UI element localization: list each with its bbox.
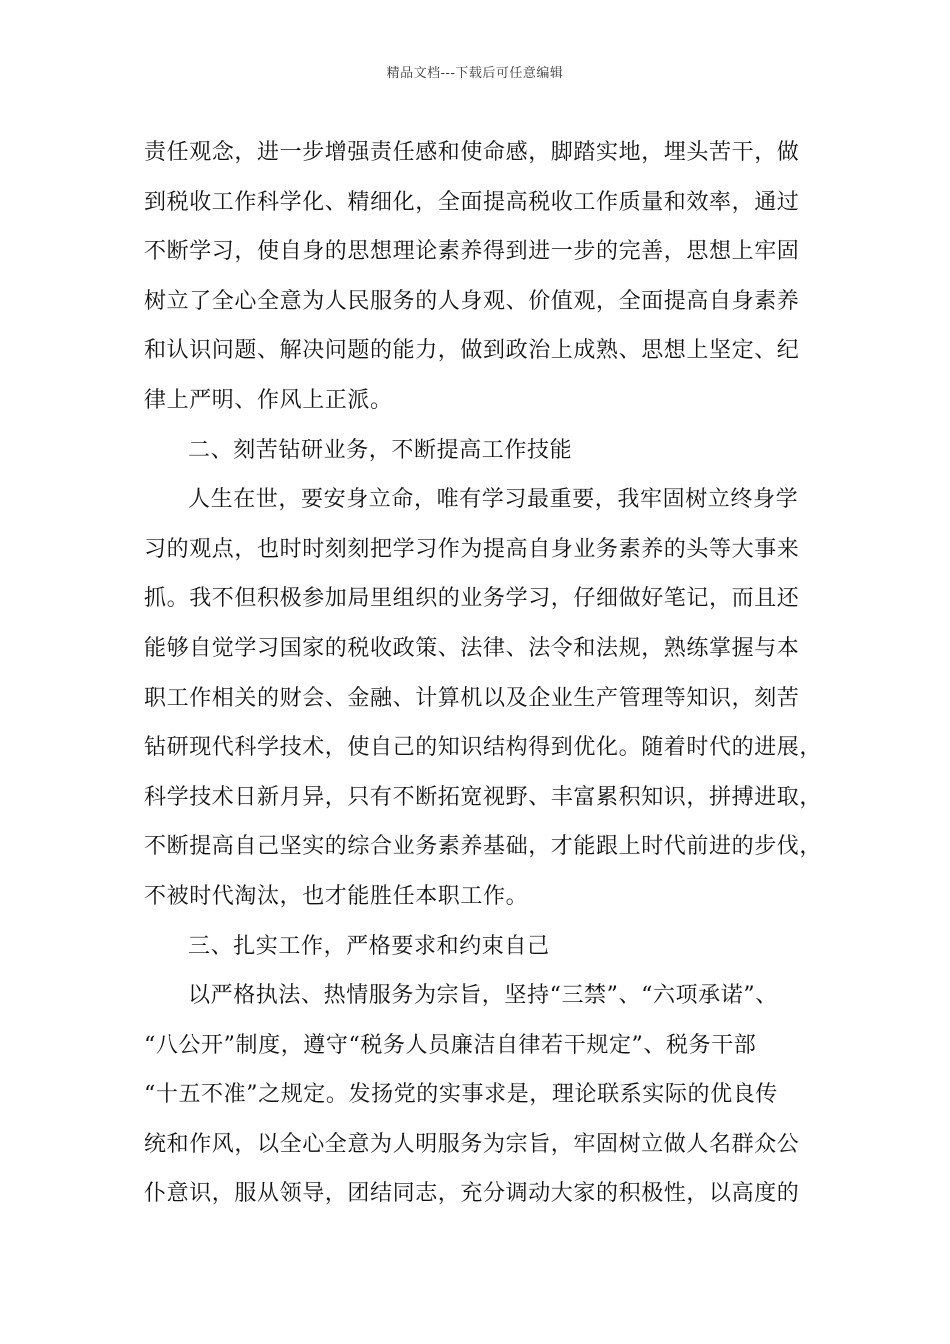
text-line: 律上严明、作风上正派。 bbox=[144, 387, 393, 413]
text-line: 统和作风，以全心全意为人明服务为宗旨，牢固树立做人名群众公 bbox=[144, 1131, 800, 1157]
text-line: 不断学习，使自身的思想理论素养得到进一步的完善，思想上牢固 bbox=[144, 239, 800, 265]
paragraph-first-line: 人生在世，要安身立命，唯有学习最重要，我牢固树立终身学 bbox=[188, 487, 799, 513]
section-heading: 二、刻苦钻研业务，不断提高工作技能 bbox=[188, 437, 573, 463]
text-line: “八公开”制度，遵守“税务人员廉洁自律若干规定”、税务干部 bbox=[144, 1032, 757, 1058]
text-line: 职工作相关的财会、金融、计算机以及企业生产管理等知识，刻苦 bbox=[144, 685, 800, 711]
text-line: 不被时代淘汰，也才能胜任本职工作。 bbox=[144, 883, 529, 909]
page-header: 精品文档---下载后可任意编辑 bbox=[386, 66, 564, 81]
text-line: 习的观点，也时时刻刻把学习作为提高自身业务素养的头等大事来 bbox=[144, 536, 800, 562]
text-line: 责任观念，进一步增强责任感和使命感，脚踏实地，埋头苦干，做 bbox=[144, 140, 800, 165]
text-line: 到税收工作科学化、精细化，全面提高税收工作质量和效率，通过 bbox=[144, 189, 800, 215]
text-line: “十五不准”之规定。发扬党的实事求是，理论联系实际的优良传 bbox=[144, 1082, 778, 1108]
text-line: 不断提高自己坚实的综合业务素养基础，才能跟上时代前进的步伐， bbox=[144, 834, 823, 860]
text-line: 树立了全心全意为人民服务的人身观、价值观，全面提高自身素养 bbox=[144, 288, 800, 314]
document-body bbox=[144, 128, 823, 1219]
text-line: 仆意识，服从领导，团结同志，充分调动大家的积极性，以高度的 bbox=[144, 1181, 800, 1207]
section-heading: 三、扎实工作，严格要求和约束自己 bbox=[188, 933, 550, 959]
paragraph-first-line: 以严格执法、热情服务为宗旨，坚持“三禁”、“六项承诺”、 bbox=[188, 983, 778, 1009]
text-line: 抓。我不但积极参加局里组织的业务学习，仔细做好笔记，而且还 bbox=[144, 586, 800, 612]
text-line: 和认识问题、解决问题的能力，做到政治上成熟、思想上坚定、纪 bbox=[144, 338, 800, 364]
text-line: 科学技术日新月异，只有不断拓宽视野、丰富累积知识，拼搏进取， bbox=[144, 784, 823, 810]
text-line: 能够自觉学习国家的税收政策、法律、法令和法规，熟练掌握与本 bbox=[144, 635, 800, 661]
text-line: 钻研现代科学技术，使自己的知识结构得到优化。随着时代的进展， bbox=[144, 735, 823, 761]
